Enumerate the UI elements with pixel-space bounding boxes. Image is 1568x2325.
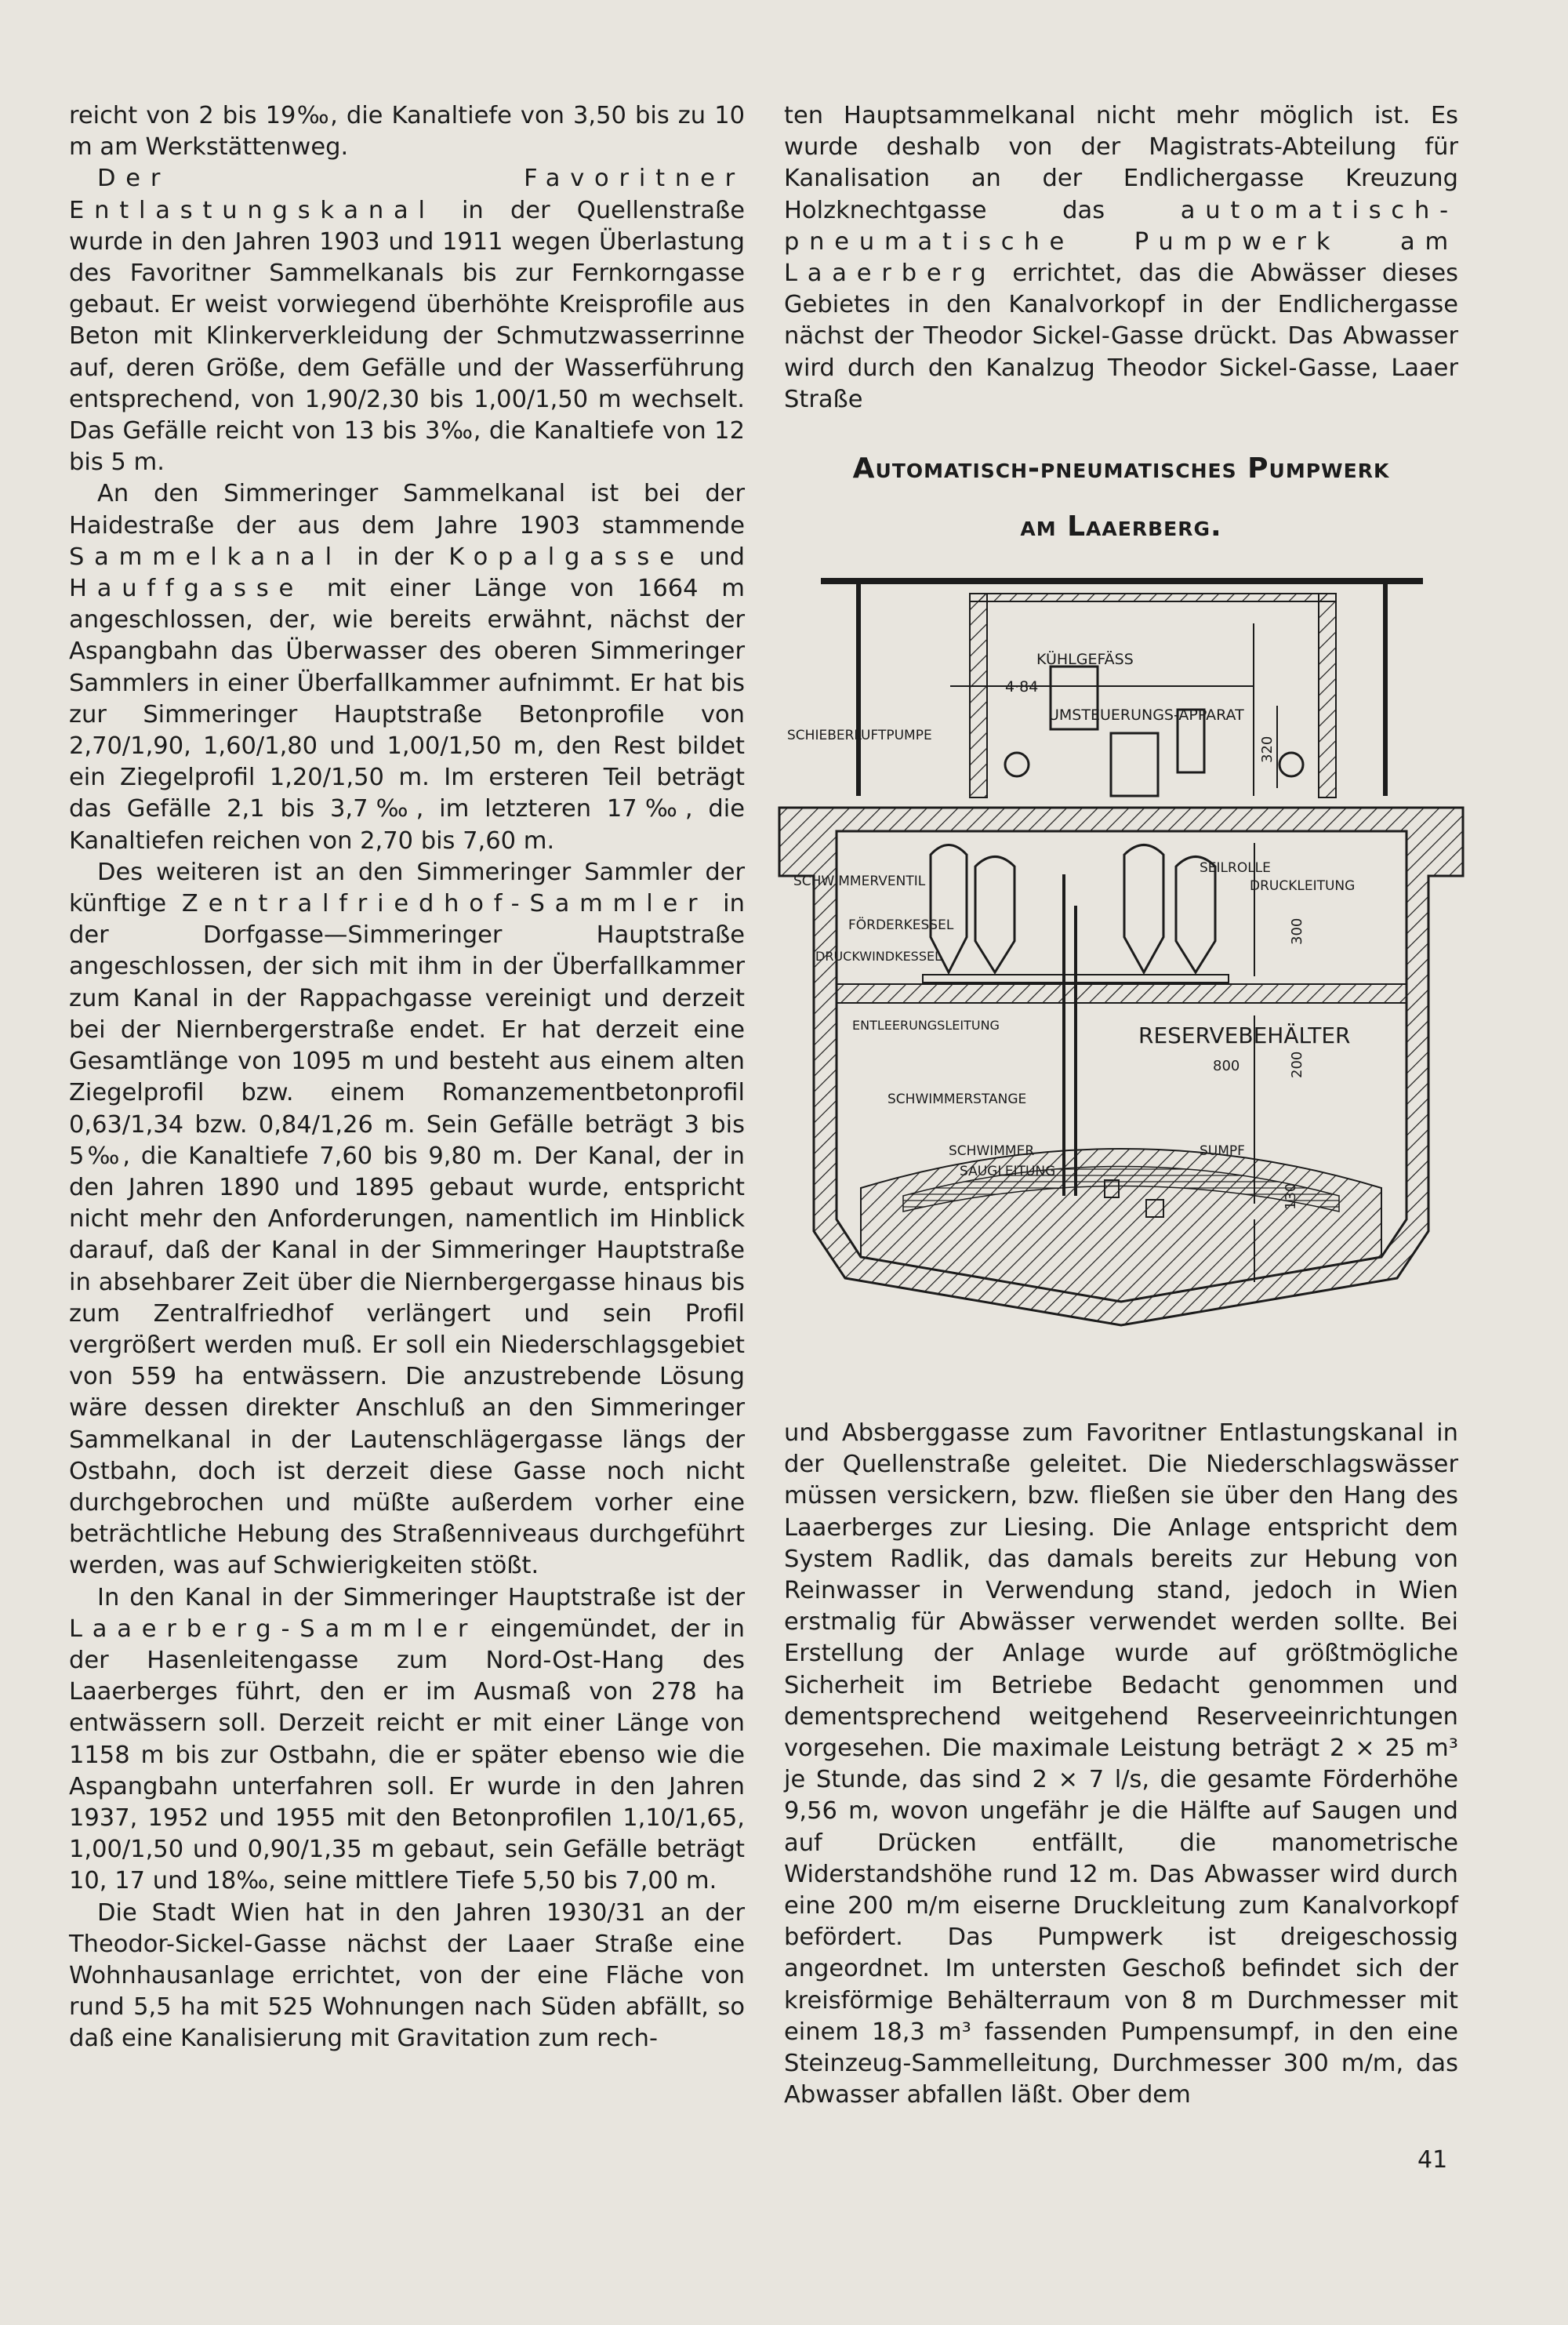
paragraph-text: ten Hauptsammelkanal nicht mehr möglich ist. Es wurde deshalb von der Magistrats-Abteilung für Kanalisation an der Endlichergasse Kreuzung Holzknechtgasse das [784, 102, 1458, 224]
label-entleerungsleitung: ENTLEERUNGSLEITUNG [852, 1018, 1000, 1033]
paragraph-text: in der Dorfgasse—Simmeringer Hauptstraße angeschlossen, der sich mit ihm in der Überfallkammer zum Kanal in der Rappachgasse vereinigt und derzeit bei der Niernbergerstraße endet. Er hat derzeit eine Gesamtlänge von 1095 m und besteht aus einem alten Ziegelprofil bzw. einem Romanzementbetonprofil 0,63/1,34 bzw. 0,84/1,26 m. Sein Gefälle beträgt 3 bis 5‰, die Kanaltiefe 7,60 bis 9,80 m. Der Kanal, der in den Jahren 1890 und 1895 gebaut wurde, entspricht nicht mehr den Anforderungen, namentlich im Hinblick darauf, daß der Kanal in der Simmeringer Hauptstraße in absehbarer Zeit über die Niernbergergasse hinaus bis zum Zentralfriedhof verlängert und sein Profil vergrößert werden muß. Er soll ein Niederschlagsgebiet von 559 ha entwässern. Die anzustrebende Lösung wäre dessen direkter Anschluß an den Simmeringer Sammelkanal in der Lautenschlägergasse längs der Ostbahn, doch ist derzeit diese Gasse noch nicht durchgebrochen und müßte außerdem vorher eine beträchtliche Hebung des Straßenniveaus durchgeführt werden, was auf Schwierigkeiten stößt. [69, 890, 745, 1580]
paragraph-text: eingemündet, der in der Hasenleitengasse zum Nord-Ost-Hang des Laaerberges führt, den er im Ausmaß von 278 ha entwässern soll. Derzeit reicht er mit einer Länge von 1158 m bis zur Ostbahn, die er später ebenso wie die Aspangbahn unterfahren soll. Er wurde in den Jahren 1937, 1952 und 1955 mit den Betonprofilen 1,10/1,65, 1,00/1,50 und 0,90/1,35 m gebaut, sein Gefälle beträgt 10, 17 und 18‰, seine mittlere Tiefe 5,50 bis 7,00 m. [69, 1615, 745, 1895]
label-schieberluftpumpe: SCHIEBERLUFTPUMPE [787, 728, 932, 743]
dimension-320: 320 [1259, 736, 1276, 763]
dimension-130: 130 [1283, 1182, 1299, 1210]
paragraph [69, 1582, 745, 1898]
paragraph-text: An den Simmeringer Sammelkanal ist bei der Haidestraße der aus dem Jahre 1903 stammende [69, 480, 745, 539]
label-sumpf: SUMPF [1200, 1143, 1245, 1159]
right-text-column-bottom [784, 1418, 1458, 2111]
paragraph-text: mit einer Länge von 1664 m angeschlossen, der, wie bereits erwähnt, nächst der Aspangbahn das Überwasser des oberen Simmeringer Sammlers in einer Überfallkammer aufnimmt. Er hat bis zur Simmeringer Hauptstraße Betonprofile von 2,70/1,90, 1,60/1,80 und 1,00/1,50 m, den Rest bildet ein Ziegelprofil 1,20/1,50 m. Im ersteren Teil beträgt das Gefälle 2,1 bis 3,7‰, im letzteren 17‰, die Kanaltiefen reichen von 2,70 bis 7,60 m. [69, 575, 745, 855]
dimension-200: 200 [1289, 1051, 1305, 1078]
label-seilrolle: SEILROLLE [1200, 860, 1271, 876]
paragraph-text: in der [357, 543, 434, 571]
label-kuehlgefaess: KÜHLGEFÄSS [1036, 651, 1134, 668]
dimension-484: 4·84 [1005, 678, 1039, 696]
pumpwerk-figure [770, 443, 1472, 1353]
paragraph-text: und [699, 543, 745, 571]
paragraph: Die Stadt Wien hat in den Jahren 1930/31 an der Theodor-Sickel-Gasse nächst der Laaer Straße eine Wohnhausanlage errichtet, von der eine Fläche von rund 5,5 ha mit 525 Wohnungen nach Süden abfällt, so daß eine Kanalisierung mit Gravitation zum rech- [69, 1898, 745, 2053]
emphasized-term: Der Favoritner Entlastungskanal [69, 165, 745, 224]
figure-subtitle: am Laaerberg. [1020, 510, 1222, 543]
right-text-column-top [784, 100, 1458, 416]
dimension-800: 800 [1213, 1058, 1240, 1074]
page-number: 41 [1417, 2146, 1448, 2174]
paragraph: reicht von 2 bis 19‰, die Kanaltiefe von 3,50 bis zu 10 m am Werkstättenweg. [69, 102, 745, 162]
dimension-300: 300 [1289, 917, 1305, 945]
label-reservebehaelter: RESERVEBEHÄLTER [1138, 1023, 1351, 1048]
emphasized-term: Laaerberg-Sammler [69, 1615, 478, 1643]
label-druckleitung: DRUCKLEITUNG [1250, 878, 1356, 894]
label-umsteuerung: UMSTEUERUNGS-APPARAT [1048, 707, 1244, 724]
paragraph-text: Des weiteren ist an den Simmeringer Sammler der künftige [69, 858, 745, 918]
pump-house-superstructure [821, 578, 1423, 797]
paragraph [69, 163, 745, 478]
paragraph-text: errichtet, das die Abwässer dieses Gebietes in den Kanalvorkopf in der Endlichergasse nächst der Theodor Sickel-Gasse drückt. Das Abwasser wird durch den Kanalzug Theodor Sickel-Gasse, Laaer Straße [784, 260, 1458, 413]
label-schwimmerstange: SCHWIMMERSTANGE [887, 1092, 1027, 1107]
figure-title: Automatisch-pneumatisches Pumpwerk [852, 452, 1390, 485]
label-schwimmerventil: SCHWIMMERVENTIL [793, 874, 926, 889]
label-druckwindkessel: DRUCKWINDKESSEL [815, 949, 942, 964]
emphasized-term: Sammelkanal [69, 543, 342, 571]
paragraph [784, 100, 1458, 416]
paragraph-text: in der Quellenstraße wurde in den Jahren 1903 und 1911 wegen Überlastung des Favoritner Sammelkanals bis zur Fernkorngasse gebaut. Er weist vorwiegend überhöhte Kreisprofile aus Beton mit Klinkerverkleidung der Schmutzwasserrinne auf, deren Größe, dem Gefälle und der Wasserführung entsprechend, von 1,90/2,30 bis 1,00/1,50 m wechselt. Das Gefälle reicht von 13 bis 3‰, die Kanaltiefe von 12 bis 5 m. [69, 196, 745, 477]
label-foerderkessel: FÖRDERKESSEL [848, 917, 954, 933]
label-schwimmer: SCHWIMMER [949, 1143, 1035, 1159]
emphasized-term: Hauffgasse [69, 575, 304, 603]
emphasized-term: automatisch-pneumatische Pumpwerk am Laaerberg [784, 196, 1458, 288]
emphasized-term: Kopalgasse [448, 543, 684, 571]
pumpwerk-cross-section-drawing [770, 576, 1472, 1353]
paragraph [69, 478, 745, 856]
paragraph-text: In den Kanal in der Simmeringer Hauptstraße ist der [97, 1583, 745, 1611]
label-saugleitung: SAUGLEITUNG [960, 1164, 1056, 1179]
emphasized-term: Zentralfriedhof-Sammler [181, 890, 708, 918]
paragraph [69, 857, 745, 1582]
left-text-column [69, 100, 745, 2055]
paragraph: und Absberggasse zum Favoritner Entlastungskanal in der Quellenstraße geleitet. Die Niederschlagswässer müssen versickern, bzw. fließen sie über den Hang des Laaerberges zur Liesing. Die Anlage entspricht dem System Radlik, das damals bereits zur Hebung von Reinwasser in Verwendung stand, jedoch in Wien erstmalig für Abwässer verwendet werden sollte. Bei Erstellung der Anlage wurde auf größtmögliche Sicherheit im Betriebe Bedacht genommen und dementsprechend weitgehend Reserveeinrichtungen vorgesehen. Die maximale Leistung beträgt 2 × 25 m³ je Stunde, das sind 2 × 7 l/s, die gesamte Förderhöhe 9,56 m, wovon ungefähr je die Hälfte auf Saugen und auf Drücken entfällt, die manometrische Widerstandshöhe rund 12 m. Das Abwasser wird durch eine 200 m/m eiserne Druckleitung zum Kanalvorkopf befördert. Das Pumpwerk ist dreigeschossig angeordnet. Im untersten Geschoß befindet sich der kreisförmige Behälterraum von 8 m Durchmesser mit einem 18,3 m³ fassenden Pumpensumpf, in den eine Steinzeug-Sammelleitung, Durchmesser 300 m/m, das Abwasser abfallen läßt. Ober dem [784, 1419, 1458, 2109]
